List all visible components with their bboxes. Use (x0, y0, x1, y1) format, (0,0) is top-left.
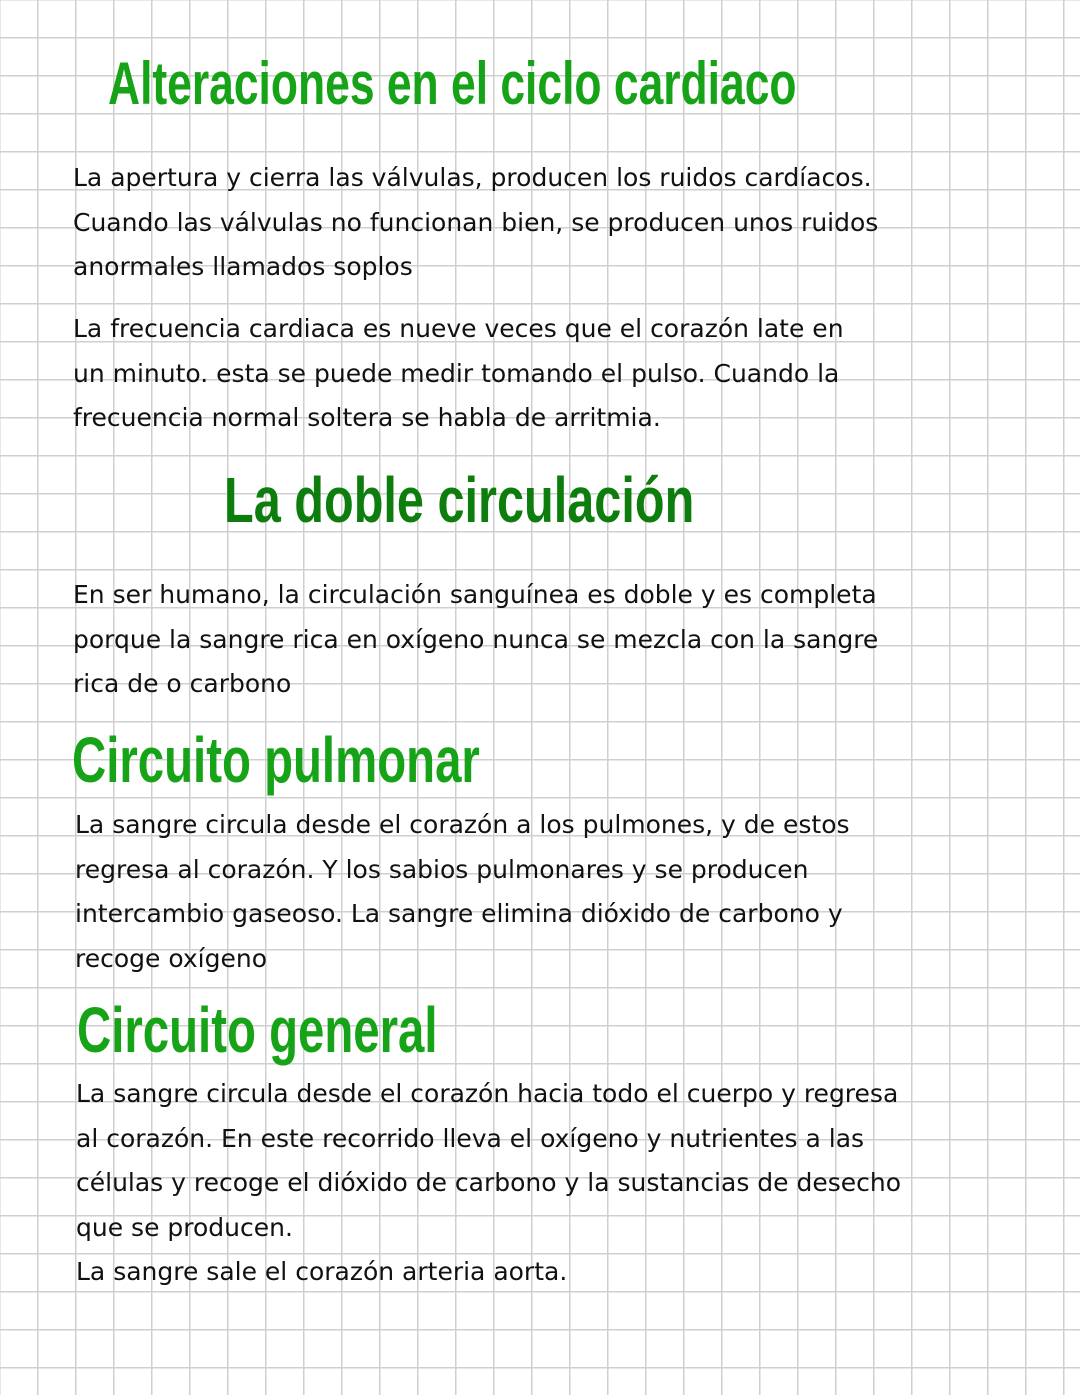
text-line: recoge oxígeno (75, 943, 268, 973)
title-circuito-general: Circuito general (77, 994, 438, 1066)
paragraph-circuito-pulmonar (75, 803, 850, 981)
text-line: anormales llamados soplos (73, 252, 413, 281)
text-line: Cuando las válvulas no funcionan bien, se producen unos ruidos (73, 207, 879, 237)
text-line: La frecuencia cardiaca es nueve veces que el corazón late en (73, 314, 844, 343)
text-line: al corazón. En este recorrido lleva el oxígeno y nutrientes a las (76, 1123, 865, 1153)
paragraph-doble-circulacion (73, 573, 878, 707)
paragraph-frecuencia (73, 307, 844, 441)
text-line: intercambio gaseoso. La sangre elimina dióxido de carbono y (75, 899, 843, 928)
text-line: células y recoge el dióxido de carbono y la sustancias de desecho (76, 1168, 902, 1197)
text-line: La apertura y cierra las válvulas, producen los ruidos cardíacos. (73, 163, 872, 192)
title-alteraciones: Alteraciones en el ciclo cardiaco (108, 50, 797, 117)
text-line: En ser humano, la circulación sanguínea es doble y es completa (73, 580, 877, 609)
text-line: frecuencia normal soltera se habla de arritmia. (73, 403, 661, 432)
paragraph-ruidos (73, 156, 878, 290)
title-circuito-pulmonar: Circuito pulmonar (72, 724, 480, 796)
text-line: La sangre circula desde el corazón a los pulmones, y de estos (75, 810, 850, 839)
text-line: que se producen. (76, 1212, 293, 1242)
text-line: La sangre circula desde el corazón hacia todo el cuerpo y regresa (76, 1079, 899, 1108)
text-line: un minuto. esta se puede medir tomando el pulso. Cuando la (73, 358, 840, 388)
text-line: rica de o carbono (73, 669, 292, 698)
text-line: La sangre sale el corazón arteria aorta. (76, 1257, 568, 1286)
title-doble-circulacion: La doble circulación (224, 464, 695, 536)
text-line: porque la sangre rica en oxígeno nunca se mezcla con la sangre (73, 624, 879, 654)
text-line: regresa al corazón. Y los sabios pulmonares y se producen (75, 854, 809, 884)
paragraph-circuito-general (76, 1072, 901, 1295)
